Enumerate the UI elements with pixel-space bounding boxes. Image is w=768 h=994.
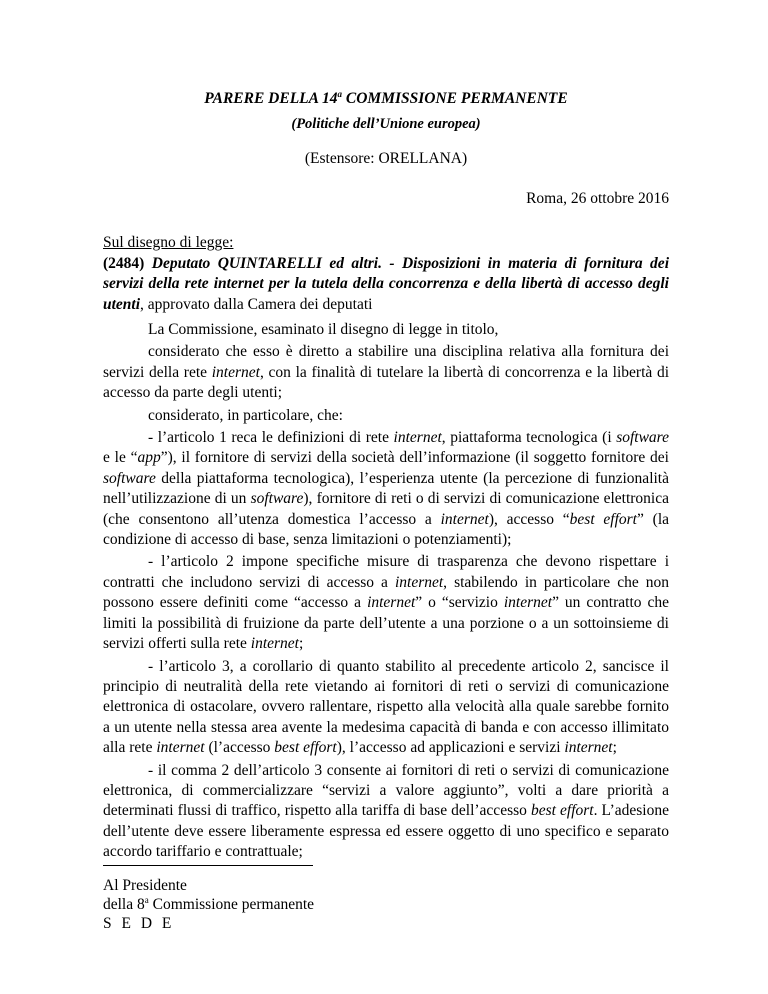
paragraph-articolo-3: - l’articolo 3, a corollario di quanto stabilito al precedente articolo 2, sancisce il principio di neutralità della rete vietando ai fornitori di reti o servizi di comunicazione elettronica di ostacolare, ovvero rallentare, rispetto alla velocità alla quale sarebbe fornito a un utente nella stessa area avente la medesima capacità di banda e con accesso illimitato alla rete internet (l’accesso best effort), l’accesso ad applicazioni e servizi internet; — [103, 657, 669, 757]
addressee-line-1: Al Presidente — [103, 877, 187, 894]
document-date: Roma, 26 ottobre 2016 — [526, 190, 669, 207]
paragraph-considerato-2: considerato, in particolare, che: — [148, 406, 343, 424]
footer-divider — [103, 865, 313, 866]
bill-number: (2484) — [103, 254, 145, 272]
title-text: PARERE DELLA 14 — [204, 90, 338, 107]
paragraph-articolo-2: - l’articolo 2 impone specifiche misure di trasparenza che devono rispettare i contratti che includono servizi di accesso a internet, stabilendo in particolare che non possono essere definiti come “accesso a internet” o “servizio internet” un contratto che limiti la possibilità di fruizione da parte dell’utente a una porzione o a un sottoinsieme di servizi offerti sulla rete internet; — [103, 553, 670, 653]
subject-block — [103, 233, 669, 315]
paragraph-articolo-1: - l’articolo 1 reca le definizioni di rete internet, piattaforma tecnologica (i software e le “app”), il fornitore di servizi della società dell’informazione (il soggetto fornitore dei software della piattaforma tecnologica), l’esperienza utente (la percezione di funzionalità nell’utilizzazione di un software), fornitore di reti o di servizi di comunicazione elettronica (che consentono all’utenza domestica l’accesso a internet), accesso “best effort” (la condizione di accesso di base, senza limitazioni o potenziamenti); — [103, 429, 670, 549]
paragraph-intro: La Commissione, esaminato il disegno di legge in titolo, — [148, 321, 499, 338]
paragraph-considerato-1: considerato che esso è diretto a stabilire una disciplina relativa alla fornitura dei servizi della rete internet, con la finalità di tutelare la libertà di concorrenza e la libertà di accesso da parte degli utenti; — [103, 343, 669, 402]
addressee-line-2: della 8$^a$ Commissione permanente — [103, 894, 315, 913]
document-title — [103, 90, 669, 108]
subject-heading: Sul disegno di legge: — [103, 234, 234, 251]
paragraph-articolo-3-comma-2: - il comma 2 dell’articolo 3 consente ai fornitori di reti o servizi di comunicazione elettronica, di commercializzare “servizi a valore aggiunto”, volti a dare priorità a determinati flussi di traffico, rispetto alla tariffa di base dell’accesso best effort. L’adesione dell’utente deve essere liberamente espressa ed essere oggetto di uno specifico e separato accordo tariffario e contrattuale; — [103, 761, 669, 861]
bill-description — [103, 254, 669, 316]
document-subtitle: (Politiche dell’Unione europea) — [291, 116, 481, 132]
addressee-block — [103, 876, 314, 933]
bill-approval: , approvato dalla Camera dei deputati — [140, 295, 373, 313]
opinion-body — [103, 320, 669, 865]
addressee-line-3: S E D E — [103, 915, 175, 932]
title-text-end: COMMISSIONE PERMANENTE — [342, 90, 568, 107]
estensore-line: (Estensore: ORELLANA) — [304, 150, 468, 167]
title-superscript: a — [337, 88, 343, 99]
bill-title: Deputato QUINTARELLI ed altri. - Disposizioni in materia di fornitura dei servizi della rete internet per la tutela della concorrenza e della libertà di accesso degli utenti — [103, 254, 669, 313]
